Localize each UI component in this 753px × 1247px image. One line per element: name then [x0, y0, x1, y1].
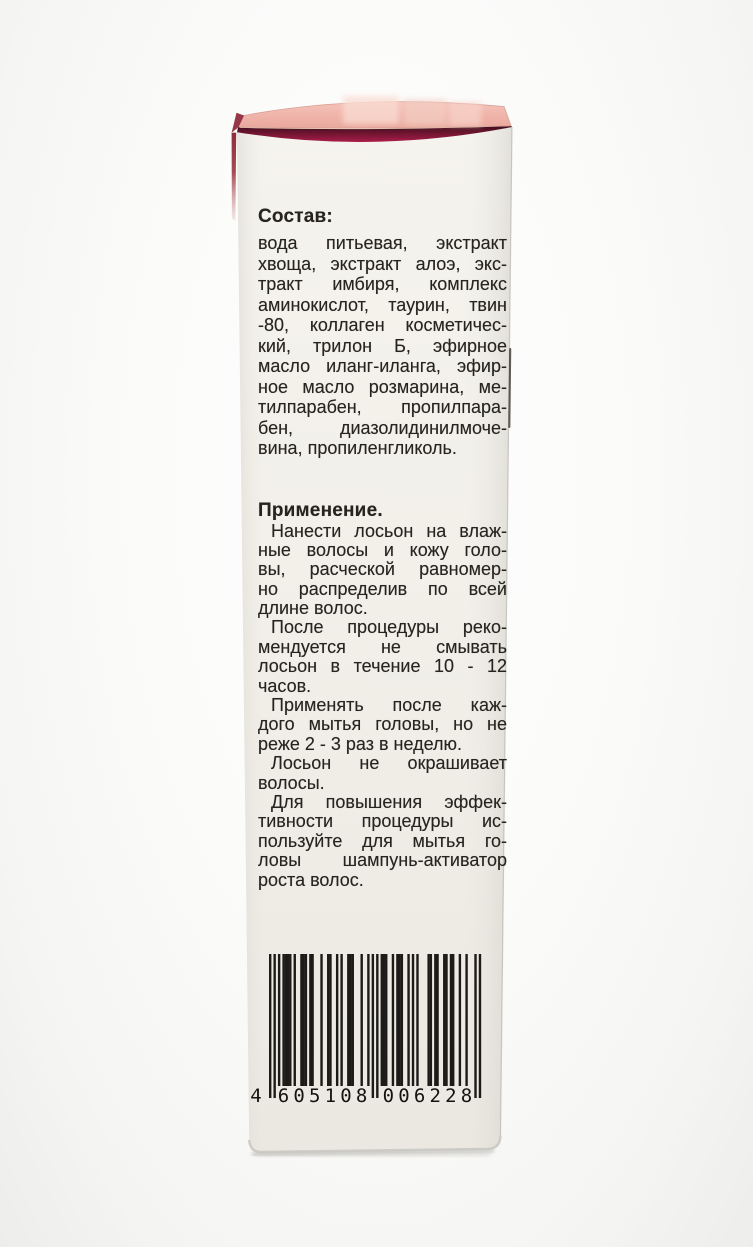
- composition-line: кий, трилон Б, эфирное: [258, 335, 507, 356]
- barcode-digit: 5: [309, 1085, 321, 1107]
- barcode-digit: 0: [293, 1085, 305, 1107]
- usage-line: часов.: [258, 676, 312, 696]
- barcode-digit: 0: [382, 1085, 395, 1107]
- composition-line: аминокислот, таурин, твин: [258, 294, 507, 315]
- composition-line: тракт имбиря, комплекс: [258, 274, 507, 294]
- composition-line: -80, коллаген косметичес-: [258, 315, 507, 335]
- usage-line: но распределив по всей: [258, 579, 507, 599]
- usage-line: Для повышения эффек-: [271, 792, 507, 812]
- usage-section: [258, 499, 507, 890]
- composition-line: тилпарабен, пропилпара-: [258, 397, 507, 417]
- composition-line: бен, диазолидинилмоче-: [258, 417, 507, 438]
- usage-line: Применять после каж-: [271, 696, 507, 716]
- barcode-digits: [250, 1084, 483, 1110]
- barcode-digit: 4: [250, 1085, 262, 1107]
- composition-line: хвоща, экстракт алоэ, экс-: [258, 253, 507, 274]
- usage-heading: Применение.: [258, 499, 383, 521]
- usage-line: ные волосы и кожу голо-: [258, 540, 507, 560]
- composition-lines: [258, 233, 507, 459]
- usage-line: тивности процедуры ис-: [258, 812, 507, 832]
- barcode-digit: 8: [355, 1085, 368, 1107]
- usage-line: дого мытья головы, но не: [258, 715, 507, 735]
- usage-line: волосы.: [258, 773, 325, 793]
- usage-line: мендуется не смывать: [258, 637, 507, 657]
- usage-line: пользуйте для мытья го-: [258, 831, 507, 851]
- usage-line: Лосьон не окрашивает: [271, 754, 507, 774]
- usage-line: роста волос.: [258, 870, 364, 890]
- barcode-digit: 6: [277, 1085, 290, 1107]
- composition-section: [258, 205, 507, 459]
- composition-line: ное масло розмарина, ме-: [258, 376, 507, 397]
- barcode-digit: 6: [413, 1085, 426, 1107]
- usage-line: реже 2 - 3 раз в неделю.: [258, 734, 463, 754]
- barcode-digit: 2: [429, 1085, 441, 1107]
- composition-line: вода питьевая, экстракт: [258, 233, 507, 253]
- barcode-bars: [269, 953, 483, 1100]
- usage-line: лосьон в течение 10 - 12: [258, 657, 507, 677]
- composition-line: вина, пропиленгликоль.: [258, 438, 457, 458]
- composition-line: масло иланг-иланга, эфир-: [258, 356, 507, 376]
- label-text: [258, 205, 507, 890]
- barcode-digit: 2: [445, 1085, 457, 1107]
- ean13-barcode: [250, 953, 483, 1115]
- barcode-digit: 0: [398, 1085, 410, 1107]
- barcode-digit: 8: [460, 1085, 473, 1107]
- usage-line: вы, расческой равномер-: [258, 560, 507, 580]
- box-left-edge-strip: [232, 133, 237, 221]
- lid-highlight: [343, 96, 481, 126]
- usage-line: После процедуры реко-: [271, 618, 507, 638]
- usage-line: Нанести лосьон на влаж-: [271, 521, 507, 541]
- barcode-digit: 1: [324, 1085, 337, 1107]
- box-right-edge-mark: [509, 349, 510, 427]
- usage-line: ловы шампунь-активатор: [258, 851, 507, 871]
- composition-heading: Состав:: [258, 206, 333, 227]
- usage-lines: [258, 522, 507, 890]
- box-lid: [239, 96, 512, 128]
- usage-line: длине волос.: [258, 599, 368, 619]
- barcode-digit: 0: [340, 1085, 352, 1107]
